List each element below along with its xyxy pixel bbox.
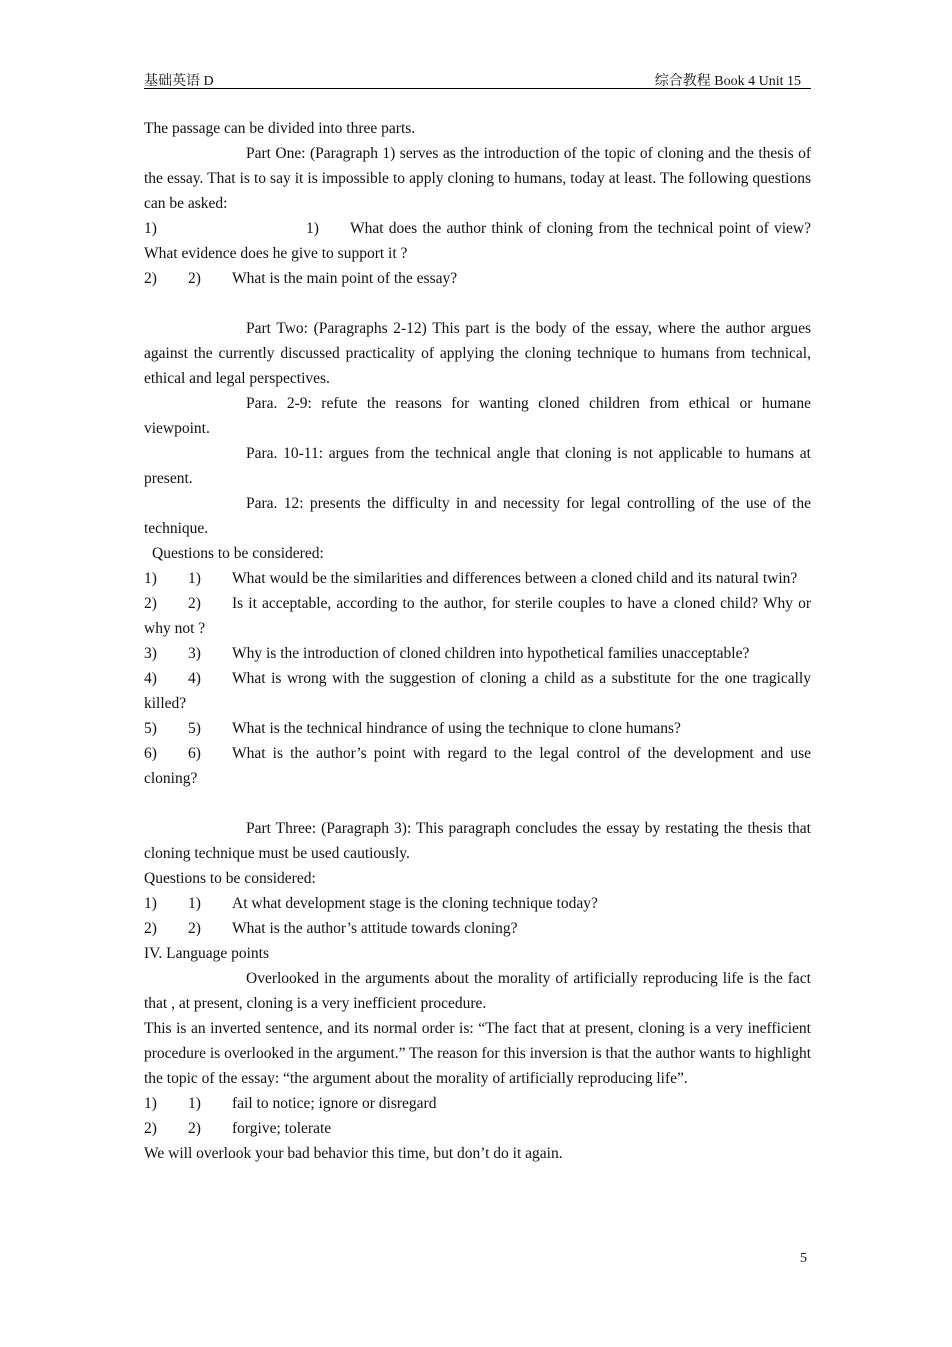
question-text: What is the technical hindrance of using the technique to clone humans? — [232, 720, 681, 737]
question-text: What does the author think of cloning from the technical point of view? What evidence does he give to support it ? — [144, 220, 811, 262]
question-item — [144, 566, 811, 591]
meaning-subnumber: 1) — [188, 1095, 201, 1112]
question-text: What is the main point of the essay? — [232, 270, 458, 287]
question-text: Is it acceptable, according to the author, for sterile couples to have a cloned child? Why or why not ? — [144, 595, 811, 637]
header-course-title: 基础英语 D — [144, 74, 214, 89]
question-text: What would be the similarities and differences between a cloned child and its natural twin? — [232, 570, 798, 587]
question-item — [144, 716, 811, 741]
question-number: 5) — [144, 720, 157, 737]
question-number: 6) — [144, 745, 157, 762]
meaning-text: forgive; tolerate — [232, 1120, 332, 1137]
language-points-heading: IV. Language points — [144, 945, 269, 962]
question-subnumber: 3) — [188, 645, 201, 662]
part-two-para-note: Para. 2-9: refute the reasons for wanting cloned children from ethical or humane viewpoint. — [144, 395, 811, 437]
question-item — [144, 891, 811, 916]
question-number: 4) — [144, 670, 157, 687]
question-item — [144, 741, 811, 791]
language-point-quote: Overlooked in the arguments about the morality of artificially reproducing life is the fact that , at present, cloning is a very inefficient procedure. — [144, 970, 811, 1012]
question-number: 1) — [144, 895, 157, 912]
question-text: At what development stage is the cloning technique today? — [232, 895, 598, 912]
question-number: 2) — [144, 595, 157, 612]
question-text: Why is the introduction of cloned children into hypothetical families unacceptable? — [232, 645, 750, 662]
question-number: 3) — [144, 645, 157, 662]
language-point-explanation: This is an inverted sentence, and its normal order is: “The fact that at present, cloning is a very inefficient procedure is overlooked in the argument.” The reason for this inversion is that the author wants to highlight the topic of the essay: “the argument about the morality of artificially reproducing life”. — [144, 1020, 811, 1087]
part-one-paragraph: Part One: (Paragraph 1) serves as the introduction of the topic of cloning and the thesis of the essay. That is to say it is impossible to apply cloning to humans, today at least. The following questions can be asked: — [144, 145, 811, 212]
meaning-number: 1) — [144, 1095, 157, 1112]
part-two-para-note: Para. 12: presents the difficulty in and necessity for legal controlling of the use of the technique. — [144, 495, 811, 537]
question-subnumber: 4) — [188, 670, 201, 687]
question-item — [144, 641, 811, 666]
part-three-questions-heading: Questions to be considered: — [144, 870, 316, 887]
question-subnumber: 1) — [306, 220, 319, 237]
part-two-questions-heading: Questions to be considered: — [152, 545, 324, 562]
question-number: 2) — [144, 270, 157, 287]
question-item — [144, 266, 811, 291]
question-subnumber: 2) — [188, 595, 201, 612]
meaning-text: fail to notice; ignore or disregard — [232, 1095, 437, 1112]
question-subnumber: 6) — [188, 745, 201, 762]
meaning-subnumber: 2) — [188, 1120, 201, 1137]
meaning-number: 2) — [144, 1120, 157, 1137]
meaning-item — [144, 1091, 811, 1116]
example-sentence: We will overlook your bad behavior this time, but don’t do it again. — [144, 1145, 563, 1162]
question-number: 2) — [144, 920, 157, 937]
header-book-unit: 综合教程 Book 4 Unit 15 — [654, 74, 801, 89]
question-subnumber: 1) — [188, 895, 201, 912]
meaning-item — [144, 1116, 811, 1141]
question-subnumber: 2) — [188, 920, 201, 937]
question-number: 1) — [144, 570, 157, 587]
question-text: What is wrong with the suggestion of cloning a child as a substitute for the one tragically killed? — [144, 670, 811, 712]
page-content — [144, 116, 811, 1166]
question-subnumber: 5) — [188, 720, 201, 737]
question-subnumber: 1) — [188, 570, 201, 587]
page-header — [144, 68, 811, 89]
page-number: 5 — [800, 1251, 807, 1266]
question-subnumber: 2) — [188, 270, 201, 287]
question-item — [144, 666, 811, 716]
question-text: What is the author’s point with regard to the legal control of the development and use cloning? — [144, 745, 811, 787]
part-three-paragraph: Part Three: (Paragraph 3): This paragraph concludes the essay by restating the thesis that cloning technique must be used cautiously. — [144, 820, 811, 862]
intro-paragraph: The passage can be divided into three parts. — [144, 120, 416, 137]
question-number: 1) — [144, 220, 157, 237]
question-item — [144, 916, 811, 941]
question-text: What is the author’s attitude towards cloning? — [232, 920, 518, 937]
part-two-para-note: Para. 10-11: argues from the technical angle that cloning is not applicable to humans at present. — [144, 445, 811, 487]
part-two-paragraph: Part Two: (Paragraphs 2-12) This part is the body of the essay, where the author argues against the currently discussed practicality of applying the cloning technique to humans from technical, ethical and legal perspectives. — [144, 320, 811, 387]
question-item — [144, 591, 811, 641]
question-item — [144, 216, 811, 266]
